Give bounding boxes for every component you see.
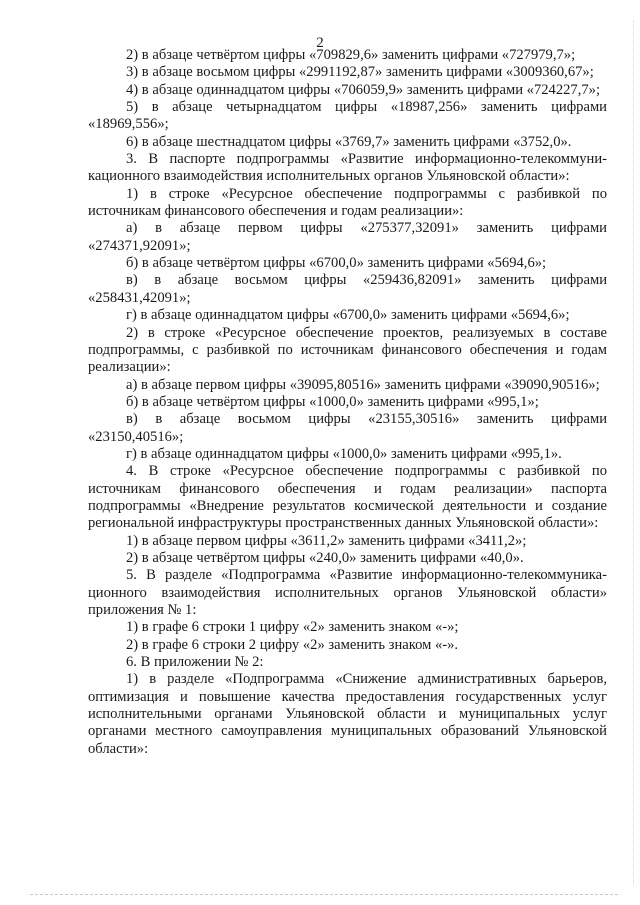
paragraph: 3. В паспорте подпрограммы «Развитие информационно-телекоммуни-кационного взаимодействия исполнительных органов Ульяновской области»: <box>88 151 607 185</box>
paragraph: 4. В строке «Ресурсное обеспечение подпрограммы с разбивкой по источникам финансового обеспечения и годам реализации» паспорта подпрограммы «Внедрение результатов космической деятельности и создание региональной инфраструктуры пространственных данных Ульяновской области»: <box>88 463 607 532</box>
paragraph: г) в абзаце одиннадцатом цифры «6700,0» заменить цифрами «5694,6»; <box>126 307 570 324</box>
paragraph: 6. В приложении № 2: <box>126 654 264 671</box>
paragraph: 1) в абзаце первом цифры «3611,2» заменить цифрами «3411,2»; <box>126 532 527 549</box>
paragraph: 5) в абзаце четырнадцатом цифры «18987,256» заменить цифрами «18969,556»; <box>88 99 607 133</box>
page-number: 2 <box>316 35 324 51</box>
paragraph: 3) в абзаце восьмом цифры «2991192,87» заменить цифрами «3009360,67»; <box>126 64 594 81</box>
paragraph: 4) в абзаце одиннадцатом цифры «706059,9» заменить цифрами «724227,7»; <box>126 81 601 98</box>
paragraph: а) в абзаце первом цифры «275377,32091» заменить цифрами «274371,92091»; <box>88 220 607 254</box>
paragraph: 1) в строке «Ресурсное обеспечение подпрограммы с разбивкой по источникам финансового обеспечения и годам реализации»: <box>88 185 607 220</box>
paragraph: 2) в абзаце четвёртом цифры «240,0» заменить цифрами «40,0». <box>126 549 524 566</box>
paragraph: 1) в графе 6 строки 1 цифру «2» заменить знаком «-»; <box>126 619 459 636</box>
paragraph: 2) в строке «Ресурсное обеспечение проектов, реализуемых в составе подпрограммы, с разбивкой по источникам финансового обеспечения и годам реализации»: <box>88 324 607 376</box>
paragraph: в) в абзаце восьмом цифры «23155,30516» заменить цифрами «23150,40516»; <box>88 411 607 445</box>
paragraph: б) в абзаце четвёртом цифры «6700,0» заменить цифрами «5694,6»; <box>126 255 547 272</box>
paragraph: 2) в абзаце четвёртом цифры «709829,6» заменить цифрами «727979,7»; <box>126 47 576 63</box>
paragraph: 5. В разделе «Подпрограмма «Развитие информационно-телекоммуника-ционного взаимодействия исполнительных органов Ульяновской области» приложения № 1: <box>88 567 607 618</box>
paragraph: а) в абзаце первом цифры «39095,80516» заменить цифрами «39090,90516»; <box>126 376 600 393</box>
scan-artifact-right <box>633 20 634 885</box>
paragraph: в) в абзаце восьмом цифры «259436,82091» заменить цифрами «258431,42091»; <box>88 272 607 306</box>
paragraph: б) в абзаце четвёртом цифры «1000,0» заменить цифрами «995,1»; <box>126 393 539 410</box>
paragraph: 2) в графе 6 строки 2 цифру «2» заменить знаком «-». <box>126 636 459 653</box>
paragraph: 1) в разделе «Подпрограмма «Снижение административных барьеров, оптимизация и повышение качества предоставления государственных услуг исполнительными органами Ульяновской области и муниципальных услуг органами местного самоуправления муниципальных образований Ульяновской области»: <box>88 671 607 757</box>
document-body <box>88 47 607 758</box>
paragraph: 6) в абзаце шестнадцатом цифры «3769,7» заменить цифрами «3752,0». <box>126 133 572 150</box>
paragraph: г) в абзаце одиннадцатом цифры «1000,0» заменить цифрами «995,1». <box>126 445 562 462</box>
scan-artifact-bottom <box>30 894 618 895</box>
